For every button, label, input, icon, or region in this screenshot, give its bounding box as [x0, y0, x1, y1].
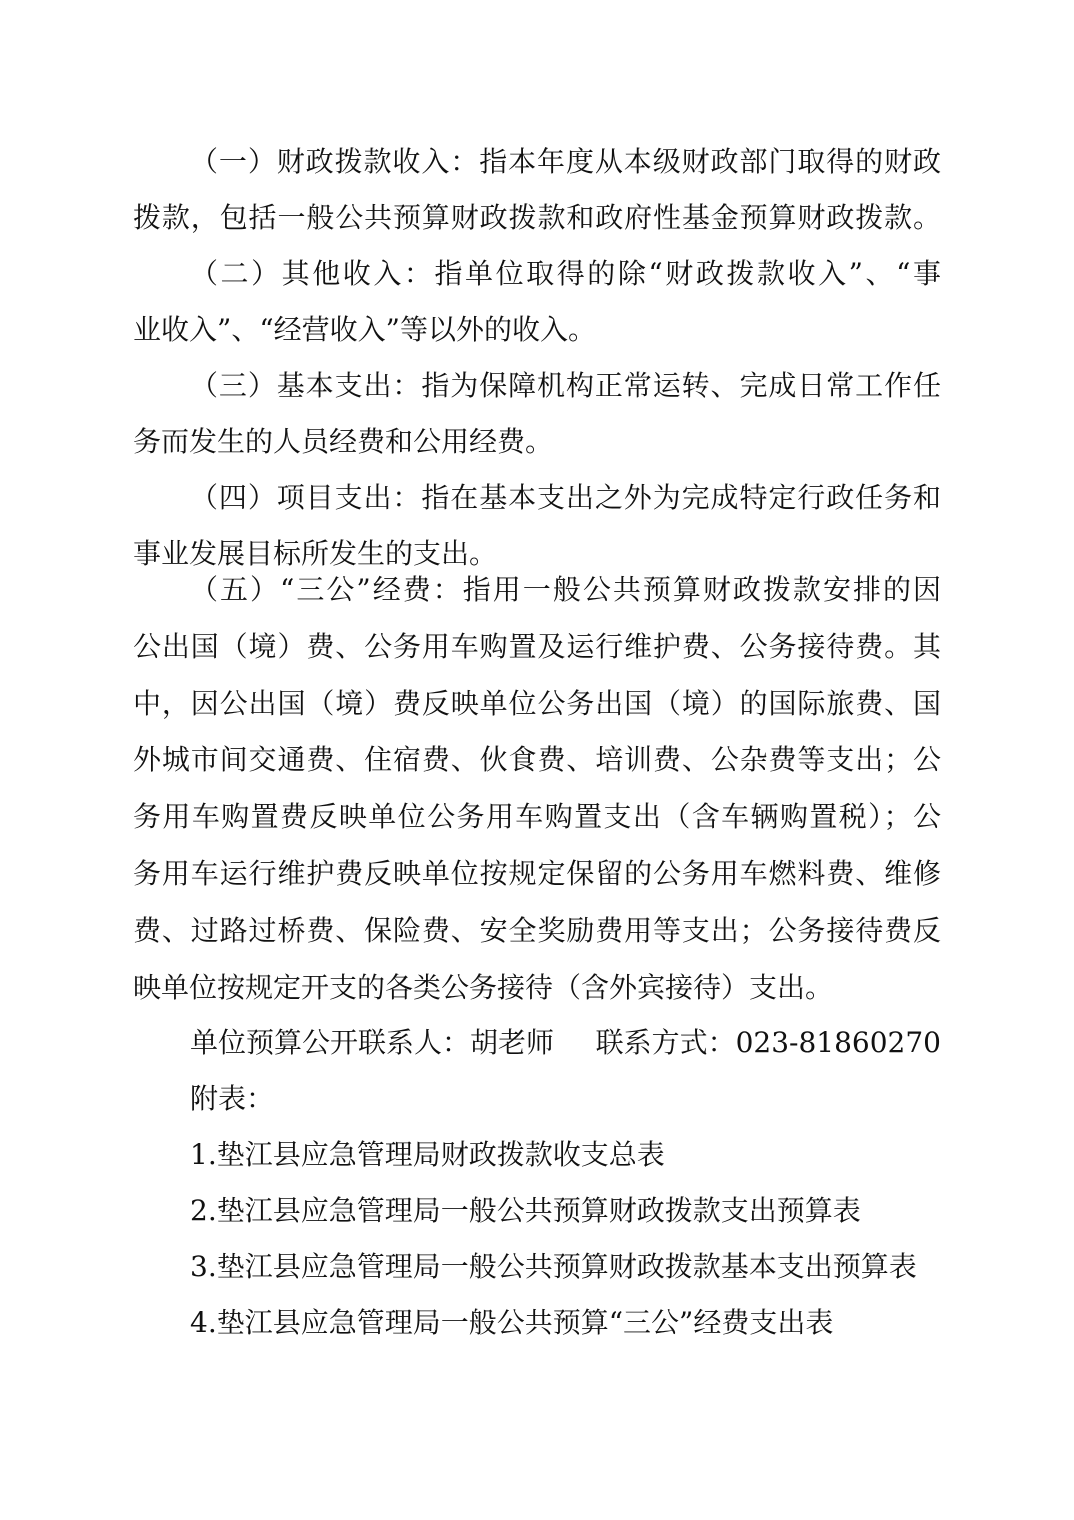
attachment-item: 4.垫江县应急管理局一般公共预算“三公”经费支出表 — [190, 1306, 834, 1339]
paragraph-line: 业收入”、“经营收入”等以外的收入。 — [133, 313, 596, 346]
paragraph-line: （一）财政拨款收入：指本年度从本级财政部门取得的财政 — [190, 145, 941, 178]
paragraph-line: 费、过路过桥费、保险费、安全奖励费用等支出；公务接待费反 — [133, 913, 941, 947]
paragraph-line: （二）其他收入：指单位取得的除“财政拨款收入”、“事 — [190, 257, 941, 290]
attachment-item: 2.垫江县应急管理局一般公共预算财政拨款支出预算表 — [190, 1194, 861, 1227]
three-public-expenses-section — [133, 562, 941, 1016]
paragraph-line: 事业发展目标所发生的支出。 — [133, 537, 498, 570]
paragraph-line: （四）项目支出：指在基本支出之外为完成特定行政任务和 — [190, 481, 941, 514]
attachment-item: 3.垫江县应急管理局一般公共预算财政拨款基本支出预算表 — [190, 1250, 917, 1283]
paragraph-line: （五）“三公”经费：指用一般公共预算财政拨款安排的因 — [190, 573, 941, 606]
paragraph-line: 务用车购置费反映单位公务用车购置支出（含车辆购置税）；公 — [133, 800, 941, 834]
contact-and-attachments-section — [133, 1015, 941, 1351]
paragraph-line: 映单位按规定开支的各类公务接待（含外宾接待）支出。 — [133, 970, 834, 1004]
paragraph-line: （三）基本支出：指为保障机构正常运转、完成日常工作任 — [190, 369, 941, 402]
paragraph-line: 拨款，包括一般公共预算财政拨款和政府性基金预算财政拨款。 — [133, 201, 941, 234]
attachments-heading: 附表： — [190, 1082, 275, 1115]
paragraph-line: 中，因公出国（境）费反映单位公务出国（境）的国际旅费、国 — [133, 686, 941, 720]
definitions-section — [133, 134, 941, 582]
paragraph-line: 务而发生的人员经费和公用经费。 — [133, 425, 554, 458]
contact-phone: 联系方式：023-81860270 — [595, 1026, 941, 1059]
contact-person: 单位预算公开联系人：胡老师 — [190, 1026, 555, 1059]
paragraph-line: 外城市间交通费、住宿费、伙食费、培训费、公杂费等支出；公 — [133, 743, 941, 777]
paragraph-line: 务用车运行维护费反映单位按规定保留的公务用车燃料费、维修 — [133, 856, 941, 890]
paragraph-line: 公出国（境）费、公务用车购置及运行维护费、公务接待费。其 — [133, 629, 941, 663]
attachment-item: 1.垫江县应急管理局财政拨款收支总表 — [190, 1138, 665, 1171]
contact-line — [133, 1015, 941, 1071]
